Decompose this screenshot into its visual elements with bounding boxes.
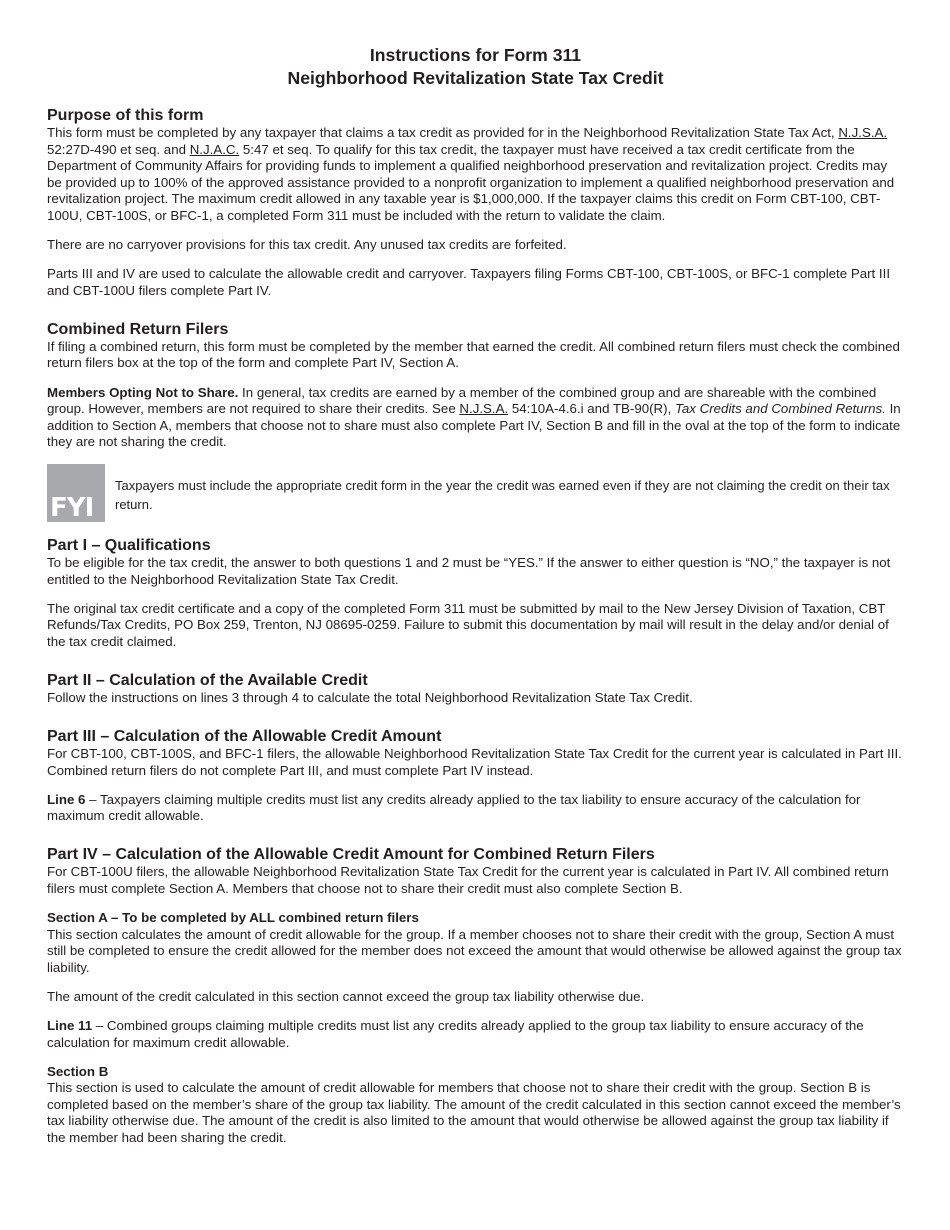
- combined-section: [47, 320, 904, 451]
- section-a-paragraph-2: The amount of the credit calculated in this section cannot exceed the group tax liability otherwise due.: [47, 988, 645, 1004]
- combined-paragraph-2: [47, 385, 904, 451]
- part1-section: [47, 536, 904, 650]
- fyi-text: Taxpayers must include the appropriate credit form in the year the credit was earned even if they are not claiming the credit on their tax return.: [115, 477, 890, 512]
- publication-title: Tax Credits and Combined Returns.: [674, 401, 886, 417]
- part1-paragraph-1: To be eligible for the tax credit, the answer to both questions 1 and 2 must be “YES.” If the answer to either question is “NO,” the taxpayer is not entitled to the Neighborhood Revitalization State Tax Credit.: [47, 554, 891, 587]
- section-a-heading: Section A – To be completed by ALL combined return filers: [47, 910, 419, 926]
- title-line-2: Neighborhood Revitalization State Tax Credit: [287, 67, 664, 88]
- line6-label: Line 6: [47, 791, 86, 807]
- fyi-badge-label: FYI: [50, 492, 94, 523]
- title-line-1: Instructions for Form 311: [369, 45, 582, 65]
- purpose-heading: Purpose of this form: [47, 107, 204, 124]
- part2-paragraph-1: Follow the instructions on lines 3 through 4 to calculate the total Neighborhood Revitalization State Tax Credit.: [47, 689, 693, 705]
- combined-text-c: In addition to Section A, members that choose not to share must also complete Part IV, Section B and fill in the oval at the top of the form to indicate they are not sharing the credit.: [47, 401, 901, 450]
- purpose-paragraph-2: There are no carryover provisions for this tax credit. Any unused tax credits are forfeited.: [47, 237, 567, 253]
- part1-paragraph-2: The original tax credit certificate and a copy of the completed Form 311 must be submitted by mail to the New Jersey Division of Taxation, CBT Refunds/Tax Credits, PO Box 259, Trenton, NJ 08695-0259. Failure to submit this documentation by mail will result in the delay and/or denial of the tax credit claimed.: [47, 600, 889, 649]
- njsa-reference: N.J.S.A.: [838, 125, 888, 140]
- njac-reference: N.J.A.C.: [189, 141, 240, 157]
- part3-paragraph-1: For CBT-100, CBT-100S, and BFC-1 filers, the allowable Neighborhood Revitalization State Tax Credit for the current year is calculated in Part III. Combined return filers do not complete Part III, and must complete Part IV instead.: [47, 745, 902, 778]
- page-title: [47, 44, 904, 89]
- purpose-text-a: This form must be completed by any taxpayer that claims a tax credit as provided for in the Neighborhood Revitalization State Tax Act,: [47, 125, 839, 140]
- part4-section: [47, 845, 904, 1146]
- line6-text: – Taxpayers claiming multiple credits must list any credits already applied to the tax liability to ensure accuracy of the calculation for maximum credit allowable.: [47, 791, 861, 824]
- line11-label: Line 11: [47, 1018, 93, 1033]
- njsa-reference-2: N.J.S.A.: [459, 401, 509, 417]
- fyi-icon: [47, 464, 105, 522]
- purpose-text-b: 52:27D-490 et seq. and: [47, 141, 190, 157]
- combined-heading: Combined Return Filers: [47, 320, 229, 338]
- part2-heading: Part II – Calculation of the Available Credit: [47, 671, 368, 689]
- combined-paragraph-1: If filing a combined return, this form must be completed by the member that earned the credit. All combined return filers must check the combined return filers box at the top of the form and complete Part IV, Section A.: [47, 338, 900, 371]
- part4-line11: [47, 1018, 904, 1051]
- part3-heading: Part III – Calculation of the Allowable Credit Amount: [47, 727, 442, 745]
- part4-heading: Part IV – Calculation of the Allowable Credit Amount for Combined Return Filers: [47, 846, 655, 864]
- combined-text-b: 54:10A-4.6.i and TB-90(R),: [508, 401, 675, 417]
- combined-text-a: In general, tax credits are earned by a member of the combined group and are shareable with the combined group. However, members are not required to share their credits. See: [47, 384, 877, 417]
- purpose-section: [47, 106, 904, 299]
- part4-paragraph-1: For CBT-100U filers, the allowable Neighborhood Revitalization State Tax Credit for the current year is calculated in Part IV. All combined return filers must complete Section A. Members that choose not to share their credit must also complete Section B.: [47, 864, 889, 896]
- part2-section: [47, 671, 904, 707]
- part3-line6: [47, 792, 904, 825]
- section-b-heading: Section B: [47, 1063, 109, 1079]
- members-opting-label: Members Opting Not to Share.: [47, 384, 239, 400]
- section-b-paragraph-1: This section is used to calculate the amount of credit allowable for members that choose not to share their credit with the group. Section B is completed based on the member’s share of the group tax liability. The amount of the credit calculated in this section cannot exceed the member’s tax liability otherwise due. The amount of the credit is also limited to the amount that would otherwise be allowed against the group tax liability if the member had been sharing the credit.: [47, 1080, 901, 1146]
- fyi-callout: [47, 464, 904, 522]
- part3-section: [47, 727, 904, 825]
- purpose-paragraph-1: [47, 125, 904, 225]
- section-a-paragraph-1: This section calculates the amount of credit allowable for the group. If a member chooses not to share their credit with the group, Section A must still be completed to ensure the credit allowed for the member does not exceed the amount that would otherwise be allowed against the group tax liability.: [47, 926, 902, 975]
- purpose-paragraph-3: Parts III and IV are used to calculate the allowable credit and carryover. Taxpayers filing Forms CBT-100, CBT-100S, or BFC-1 complete Part III and CBT-100U filers complete Part IV.: [47, 266, 891, 298]
- part1-heading: Part I – Qualifications: [47, 536, 211, 554]
- line11-text: – Combined groups claiming multiple credits must list any credits already applied to the group tax liability to ensure accuracy of the calculation for maximum credit allowable.: [47, 1018, 864, 1050]
- purpose-text-c: 5:47 et seq. To qualify for this tax credit, the taxpayer must have received a tax credit certificate from the Department of Community Affairs for providing funds to implement a qualified neighborhood preservation and revitalization project. Credits may be provided up to 100% of the approved assistance provided to a nonprofit organization to implement a qualified neighborhood preservation and revitalization project. The maximum credit allowed in any taxable year is $1,000,000. If the taxpayer claims this credit on Form CBT-100, CBT-100U, CBT-100S, or BFC-1, a completed Form 311 must be included with the return to validate the claim.: [47, 141, 895, 223]
